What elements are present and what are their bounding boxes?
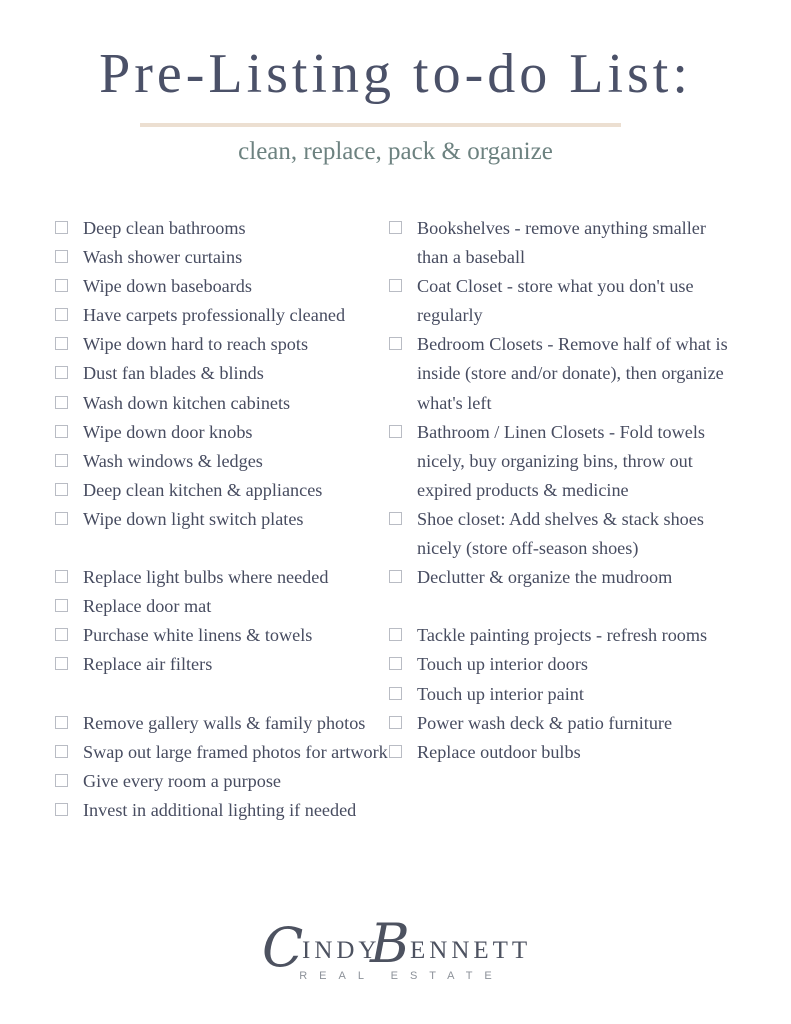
- checklist-item: [55, 592, 395, 621]
- logo-last-name: ENNETT: [410, 937, 532, 964]
- checklist-item: [55, 738, 395, 767]
- checklist-item: [55, 650, 395, 679]
- checklist-item-label: Wash windows & ledges: [83, 450, 263, 471]
- logo-first-name: INDY: [302, 937, 381, 964]
- checklist-item-label: Touch up interior paint: [417, 683, 584, 704]
- checklist-item-label: Give every room a purpose: [83, 770, 281, 791]
- checkbox[interactable]: [55, 454, 68, 467]
- checklist-item: [55, 214, 395, 243]
- checklist-item-label: Touch up interior doors: [417, 654, 588, 675]
- checklist-item: [55, 476, 395, 505]
- logo-last-initial: B: [370, 912, 410, 975]
- checkbox[interactable]: [389, 687, 402, 700]
- checklist-item: [55, 767, 395, 796]
- checklist-item: [389, 680, 734, 709]
- checklist-item: [389, 505, 734, 563]
- checklist-item: [389, 214, 734, 272]
- checklist-item: [55, 447, 395, 476]
- checklist-item: [55, 796, 395, 825]
- checkbox[interactable]: [55, 221, 68, 234]
- checklist-item-label: Tackle painting projects - refresh rooms: [417, 625, 708, 646]
- checkbox[interactable]: [389, 279, 402, 292]
- checkbox[interactable]: [389, 337, 402, 350]
- checkbox[interactable]: [55, 279, 68, 292]
- checkbox[interactable]: [55, 599, 68, 612]
- checklist-item: [389, 418, 734, 505]
- checkbox[interactable]: [55, 250, 68, 263]
- checklist-item: [55, 418, 395, 447]
- checkbox[interactable]: [55, 716, 68, 729]
- checklist-item: [389, 738, 734, 767]
- checklist-item: [389, 621, 734, 650]
- checklist-item-label: Power wash deck & patio furniture: [417, 712, 673, 733]
- checklist-item: [55, 389, 395, 418]
- checklist-item-label: Purchase white linens & towels: [83, 625, 313, 646]
- checklist-item-label: Deep clean kitchen & appliances: [83, 479, 323, 500]
- checkbox[interactable]: [389, 221, 402, 234]
- checklist-item-label: Replace air filters: [83, 654, 213, 675]
- checkbox[interactable]: [55, 803, 68, 816]
- checklist-item: [55, 272, 395, 301]
- title-divider: [140, 123, 621, 127]
- checklist-item: [389, 272, 734, 330]
- checkbox[interactable]: [389, 628, 402, 641]
- checklist-item-label: Wipe down baseboards: [83, 276, 252, 297]
- checklist-item: [55, 243, 395, 272]
- checklist-item-label: Wipe down light switch plates: [83, 508, 304, 529]
- checkbox[interactable]: [389, 512, 402, 525]
- checkbox[interactable]: [55, 308, 68, 321]
- checkbox[interactable]: [55, 570, 68, 583]
- checklist-item: [389, 330, 734, 417]
- checkbox[interactable]: [389, 570, 402, 583]
- checkbox[interactable]: [55, 745, 68, 758]
- logo-tagline: REAL ESTATE: [299, 970, 504, 982]
- left-checklist: [55, 214, 395, 825]
- checklist-item: [55, 330, 395, 359]
- checklist-item-label: Replace light bulbs where needed: [83, 567, 329, 588]
- checklist-item-label: Wash shower curtains: [83, 247, 243, 268]
- checklist-item-label: Bedroom Closets - Remove half of what is inside (store and/or donate), then organize what's left: [417, 334, 728, 413]
- checklist-item-label: Dust fan blades & blinds: [83, 363, 264, 384]
- checklist-item: [389, 709, 734, 738]
- checklist-item: [55, 709, 395, 738]
- checklist-item: [55, 621, 395, 650]
- checklist-item: [389, 650, 734, 679]
- checklist-item-label: Deep clean bathrooms: [83, 218, 246, 238]
- checklist-item-label: Bathroom / Linen Closets - Fold towels nicely, buy organizing bins, throw out expired products & medicine: [417, 421, 705, 500]
- checklist-item: [55, 301, 395, 330]
- checklist-item: [389, 563, 734, 592]
- checklist-item: [55, 359, 395, 388]
- logo-first-initial: C: [262, 916, 304, 979]
- checklist-item-label: Wipe down door knobs: [83, 421, 253, 442]
- checkbox[interactable]: [55, 512, 68, 525]
- checklist-item-label: Bookshelves - remove anything smaller than a baseball: [417, 218, 706, 268]
- checkbox[interactable]: [389, 745, 402, 758]
- checklist-item-label: Shoe closet: Add shelves & stack shoes nicely (store off-season shoes): [417, 508, 704, 559]
- checkbox[interactable]: [55, 628, 68, 641]
- checkbox[interactable]: [55, 425, 68, 438]
- checklist-item-label: Remove gallery walls & family photos: [83, 712, 366, 733]
- right-checklist: [389, 214, 734, 767]
- checkbox[interactable]: [55, 337, 68, 350]
- checkbox[interactable]: [55, 366, 68, 379]
- checklist-item-label: Replace outdoor bulbs: [417, 741, 581, 762]
- checklist-item-label: Have carpets professionally cleaned: [83, 305, 346, 326]
- checkbox[interactable]: [389, 716, 402, 729]
- checklist-item-label: Swap out large framed photos for artwork: [83, 741, 388, 762]
- checkbox[interactable]: [55, 483, 68, 496]
- checkbox[interactable]: [55, 396, 68, 409]
- checklist-item-label: Coat Closet - store what you don't use regularly: [417, 276, 694, 326]
- checkbox[interactable]: [55, 774, 68, 787]
- checklist-item: [55, 563, 395, 592]
- brand-logo: [0, 912, 791, 992]
- checklist-item-label: Replace door mat: [83, 596, 212, 617]
- checklist-item-label: Invest in additional lighting if needed: [83, 799, 357, 820]
- checklist-item-label: Wash down kitchen cabinets: [83, 392, 291, 413]
- checkbox[interactable]: [389, 425, 402, 438]
- checkbox[interactable]: [55, 657, 68, 670]
- checklist-item: [55, 505, 395, 534]
- checklist-item-label: Wipe down hard to reach spots: [83, 334, 309, 355]
- checkbox[interactable]: [389, 657, 402, 670]
- checklist-item-label: Declutter & organize the mudroom: [417, 567, 673, 588]
- page-subtitle: clean, replace, pack & organize: [238, 138, 553, 165]
- page-title: Pre-Listing to-do List:: [99, 43, 692, 105]
